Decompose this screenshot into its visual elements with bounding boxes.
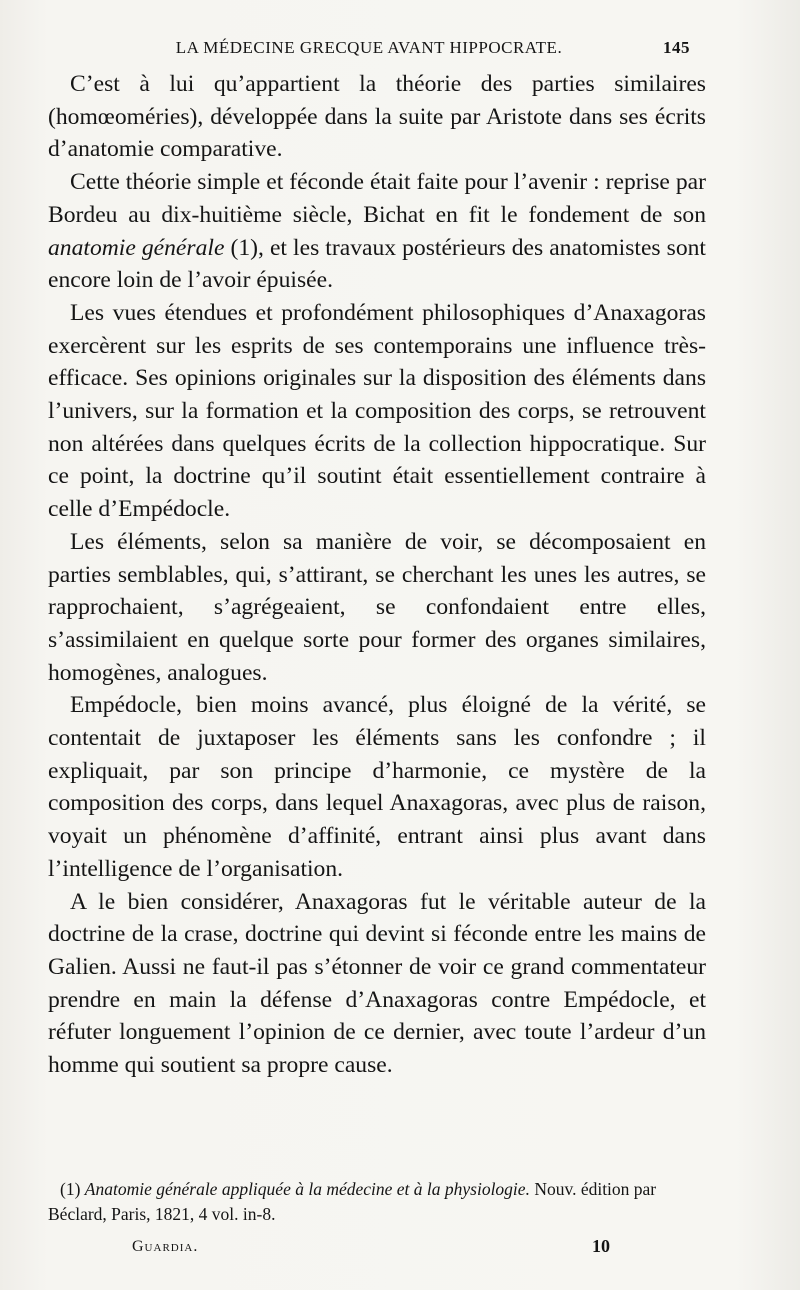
paragraph-6: A le bien considérer, Anaxagoras fut le véritable auteur de la doctrine de la crase, doctrine qui devint si féconde entre les mains de Galien. Aussi ne faut-il pas s’étonner de voir ce grand commentateur prendre en main la défense d’Anaxagoras contre Empédocle, et réfuter longuement l’opinion de ce dernier, avec toute l’ardeur d’un homme qui soutient sa propre cause. (48, 888, 706, 1079)
italic-term: anatomie générale (48, 234, 225, 261)
signature-mark: Guardia. (132, 1238, 199, 1255)
paragraph-1: C’est à lui qu’appartient la théorie des parties similaires (homœoméries), développée dans la suite par Aristote dans ses écrits d’anatomie comparative. (48, 71, 706, 163)
paragraph-2 (48, 166, 706, 297)
paragraph-3: Les vues étendues et profondément philosophiques d’Anaxagoras exercèrent sur les esprits de ses contemporains une influence très-efficace. Ses opinions originales sur la disposition des éléments dans l’univers, sur la formation et la composition des corps, se retrouvent non altérées dans quelques écrits de la collection hippocratique. Sur ce point, la doctrine qu’il soutint était essentiellement contraire à celle d’Empédocle. (48, 299, 706, 523)
paragraph-5: Empédocle, bien moins avancé, plus éloigné de la vérité, se contentait de juxtaposer les éléments sans les confondre ; il expliquait, par son principe d’harmonie, ce mystère de la composition des corps, dans lequel Anaxagoras, avec plus de raison, voyait un phénomène d’affinité, entrant ainsi plus avant dans l’intelligence de l’organisation. (48, 692, 706, 882)
running-title: LA MÉDECINE GRECQUE AVANT HIPPOCRATE. (175, 38, 563, 57)
paragraph-2-text-b: , et les travaux postérieurs des anatomistes sont encore loin de l’avoir épuisée. (48, 234, 706, 294)
running-header (48, 38, 690, 60)
footnote-reference: (1) (224, 234, 258, 261)
footnote (48, 1177, 710, 1227)
paragraph-4: Les éléments, selon sa manière de voir, se décomposaient en parties semblables, qui, s’attirant, se cherchant les unes les autres, se rapprochaient, s’agrégeaient, se confondaient entre elles, s’assimilaient en quelque sorte pour former des organes similaires, homogènes, analogues. (48, 528, 706, 686)
footnote-text (48, 1177, 710, 1227)
paragraph-2-text-a: Cette théorie simple et féconde était faite pour l’avenir : reprise par Bordeu au dix-huitième siècle, Bichat en fit le fondement de son (48, 169, 706, 228)
page-number: 145 (663, 38, 690, 57)
footnote-details: Nouv. édition par Béclard, Paris, 1821, 4 vol. in-8. (48, 1179, 657, 1224)
body-text (48, 68, 706, 1082)
footnote-marker: (1) (60, 1179, 85, 1199)
sheet-number: 10 (592, 1236, 610, 1256)
footnote-title: Anatomie générale appliquée à la médecine et à la physiologie. (84, 1179, 530, 1199)
